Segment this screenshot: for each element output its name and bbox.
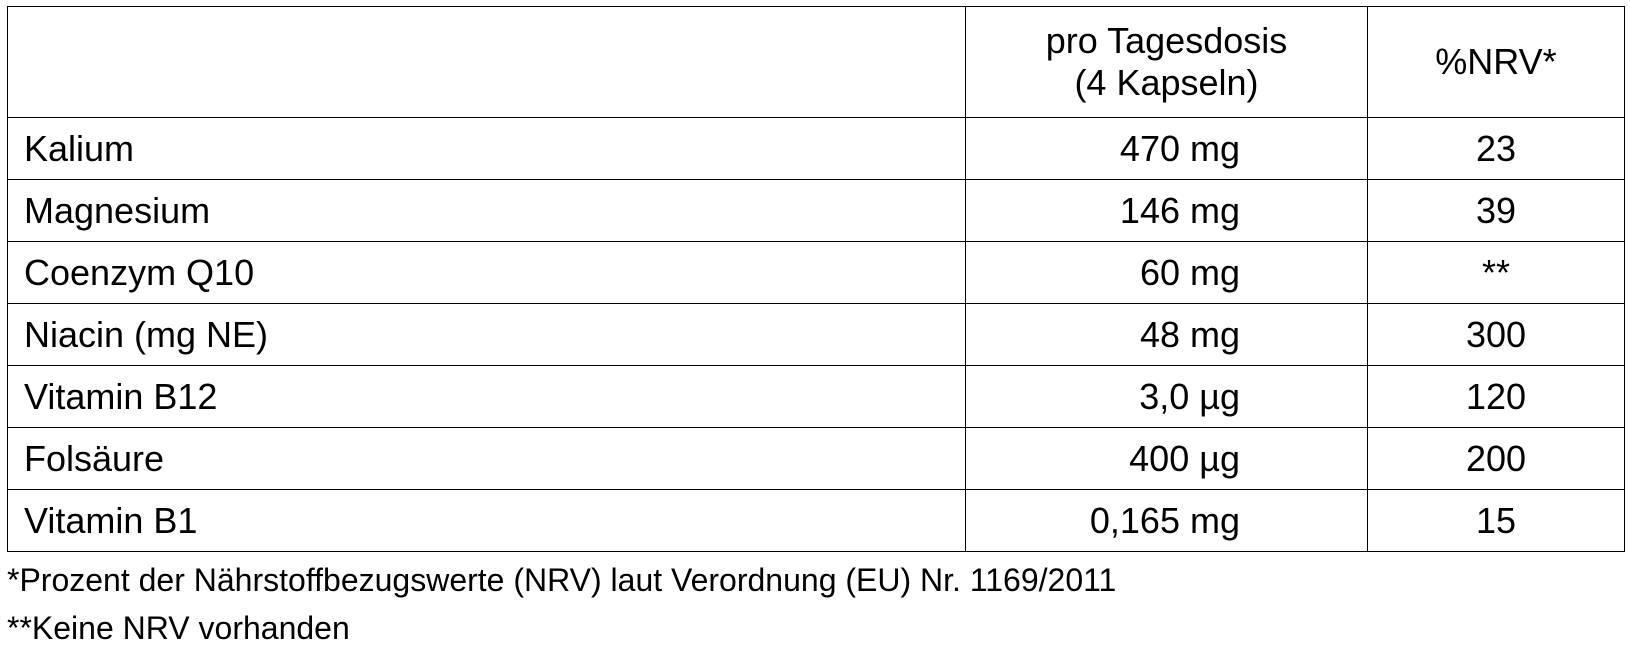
nutrient-amount: 146 mg — [966, 180, 1368, 242]
nutrient-amount: 48 mg — [966, 304, 1368, 366]
nutrient-name: Niacin (mg NE) — [8, 304, 966, 366]
nutrient-nrv: 23 — [1368, 118, 1625, 180]
nutrient-amount: 3,0 µg — [966, 366, 1368, 428]
header-nrv-cell: %NRV* — [1368, 7, 1625, 118]
header-dose-cell — [966, 7, 1368, 118]
header-dose-line1: pro Tagesdosis — [1045, 20, 1288, 61]
table-row — [8, 304, 1625, 366]
table-row — [8, 366, 1625, 428]
nutrition-table — [7, 6, 1625, 552]
table-header-row — [8, 7, 1625, 118]
nutrient-name: Kalium — [8, 118, 966, 180]
nutrient-name: Magnesium — [8, 180, 966, 242]
nutrient-name: Vitamin B12 — [8, 366, 966, 428]
header-dose-line2: (4 Kapseln) — [1074, 62, 1259, 103]
nutrient-amount: 60 mg — [966, 242, 1368, 304]
nutrient-nrv: 200 — [1368, 428, 1625, 490]
nutrient-amount: 0,165 mg — [966, 490, 1368, 552]
nutrient-amount: 470 mg — [966, 118, 1368, 180]
nutrient-nrv: 120 — [1368, 366, 1625, 428]
table-row — [8, 428, 1625, 490]
nutrition-table-container — [7, 6, 1625, 552]
header-name-cell — [8, 7, 966, 118]
table-row — [8, 490, 1625, 552]
table-row — [8, 242, 1625, 304]
table-row — [8, 180, 1625, 242]
footnotes — [7, 556, 1116, 652]
table-row — [8, 118, 1625, 180]
footnote-no-nrv: **Keine NRV vorhanden — [7, 610, 350, 646]
nutrient-nrv: ** — [1368, 242, 1625, 304]
nutrient-nrv: 15 — [1368, 490, 1625, 552]
nutrient-name: Coenzym Q10 — [8, 242, 966, 304]
footnote-nrv: *Prozent der Nährstoffbezugswerte (NRV) laut Verordnung (EU) Nr. 1169/2011 — [7, 562, 1117, 598]
nutrient-name: Folsäure — [8, 428, 966, 490]
nutrient-name: Vitamin B1 — [8, 490, 966, 552]
nutrient-amount: 400 µg — [966, 428, 1368, 490]
nutrient-nrv: 300 — [1368, 304, 1625, 366]
nutrient-nrv: 39 — [1368, 180, 1625, 242]
